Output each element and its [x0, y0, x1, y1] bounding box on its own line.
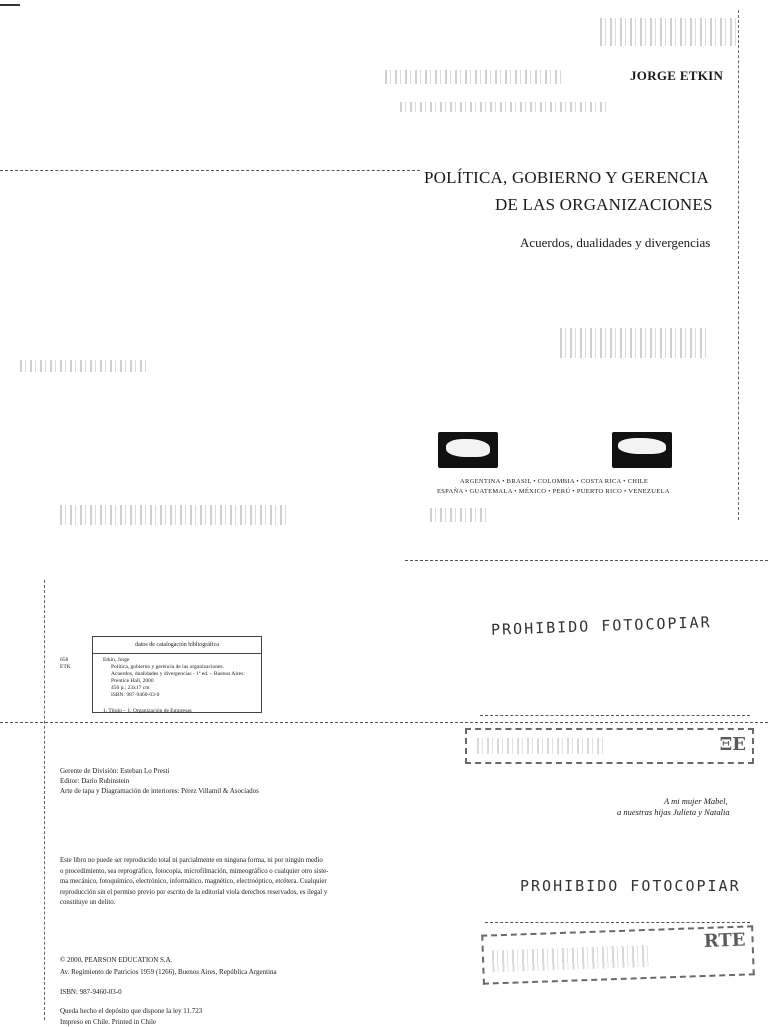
- printed-in-line: Impreso en Chile. Printed in Chile: [60, 1017, 360, 1027]
- stamp-line: [480, 715, 750, 716]
- credits-editor: Editor: Darío Rubinstein: [60, 776, 390, 786]
- catalog-header: datos de catalogación bibliográfica: [92, 636, 262, 654]
- rights-line: ma mecánico, fotoquímico, electrónico, informático, magnético, electroóptico, etcétera. Cualquier: [60, 877, 370, 888]
- catalog-code-line: 658: [60, 657, 84, 664]
- fold-line: [0, 722, 768, 723]
- catalog-line: 456 p.; 23x17 cm: [103, 685, 253, 692]
- prohibido-fotocopiar-stamp: PROHIBIDO FOTOCOPIAR: [520, 877, 741, 895]
- catalog-line: ISBN: 987-9460-03-0: [103, 692, 253, 699]
- rights-line: Este libro no puede ser reproducido total ni parcialmente en ninguna forma, ni por ningún medio: [60, 856, 370, 867]
- publisher-logo-left: [438, 432, 498, 468]
- book-title-line2: DE LAS ORGANIZACIONES: [495, 195, 713, 215]
- prohibido-fotocopiar-stamp: PROHIBIDO FOTOCOPIAR: [491, 613, 712, 639]
- rights-notice: [60, 856, 370, 909]
- book-title-line1: POLÍTICA, GOBIERNO Y GERENCIA: [424, 168, 709, 188]
- catalog-line: Etkin, Jorge: [103, 657, 253, 664]
- dedication-line2: a nuestras hijas Julieta y Natalia: [617, 807, 730, 817]
- rights-line: reproducción sin el permiso previo por escrito de la editorial viola derechos reservados, es ilegal y: [60, 888, 370, 899]
- stamp-line: [485, 922, 750, 923]
- countries-line1: ARGENTINA • BRASIL • COLOMBIA • COSTA RICA • CHILE: [460, 478, 648, 485]
- catalog-line: Política, gobierno y gerencia de las organizaciones.: [103, 664, 253, 671]
- scan-noise: [20, 360, 150, 372]
- publisher-logo-right: [612, 432, 672, 468]
- countries-line2: ESPAÑA • GUATEMALA • MÉXICO • PERÚ • PUERTO RICO • VENEZUELA: [437, 488, 670, 495]
- dedication-line1: A mi mujer Mabel,: [664, 796, 728, 806]
- catalog-code: [60, 657, 84, 671]
- scan-noise: [400, 102, 610, 112]
- library-stamp: ΞE: [465, 728, 754, 764]
- page-edge: [738, 10, 739, 520]
- scan-noise: [430, 508, 490, 522]
- publisher-info: [60, 955, 360, 978]
- book-author: JORGE ETKIN: [630, 68, 723, 84]
- fold-line: [0, 170, 420, 171]
- scan-edge-mark: [0, 4, 20, 6]
- catalog-line: Acuerdos, dualidades y divergencias - 1ª ed. – Buenos Aires:: [103, 671, 253, 678]
- copyright-line: © 2000, PEARSON EDUCATION S.A.: [60, 955, 360, 967]
- credits-manager: Gerente de División: Esteban Lo Presti: [60, 766, 390, 776]
- page-edge: [44, 580, 45, 1020]
- address-line: Av. Regimiento de Patricios 1959 (1266), Buenos Aires, República Argentina: [60, 967, 360, 979]
- isbn-line: ISBN: 987-9460-03-0: [60, 988, 122, 996]
- catalog-footer: 1. Título – 1. Organización de Empresas: [103, 708, 192, 714]
- scan-noise: [600, 18, 740, 46]
- scan-noise: [385, 70, 565, 84]
- fold-line: [405, 560, 768, 561]
- library-stamp: RTE: [481, 925, 755, 984]
- rights-line: o procedimiento, sea reprográfico, fotocopia, microfilmación, mimeográfico o cualquier otro siste-: [60, 867, 370, 878]
- credits: [60, 766, 390, 796]
- legal-deposit-line: Queda hecho el depósito que dispone la ley 11.723: [60, 1006, 360, 1017]
- catalog-body: [103, 657, 253, 699]
- catalog-code-line: ETK: [60, 664, 84, 671]
- rights-line: constituye un delito.: [60, 898, 370, 909]
- credits-art: Arte de tapa y Diagramación de interiores: Pérez Villamil & Asociados: [60, 786, 390, 796]
- book-subtitle: Acuerdos, dualidades y divergencias: [520, 235, 710, 251]
- scan-noise: [560, 328, 710, 358]
- scan-noise: [60, 505, 290, 525]
- catalog-line: Prentice Hall, 2000: [103, 678, 253, 685]
